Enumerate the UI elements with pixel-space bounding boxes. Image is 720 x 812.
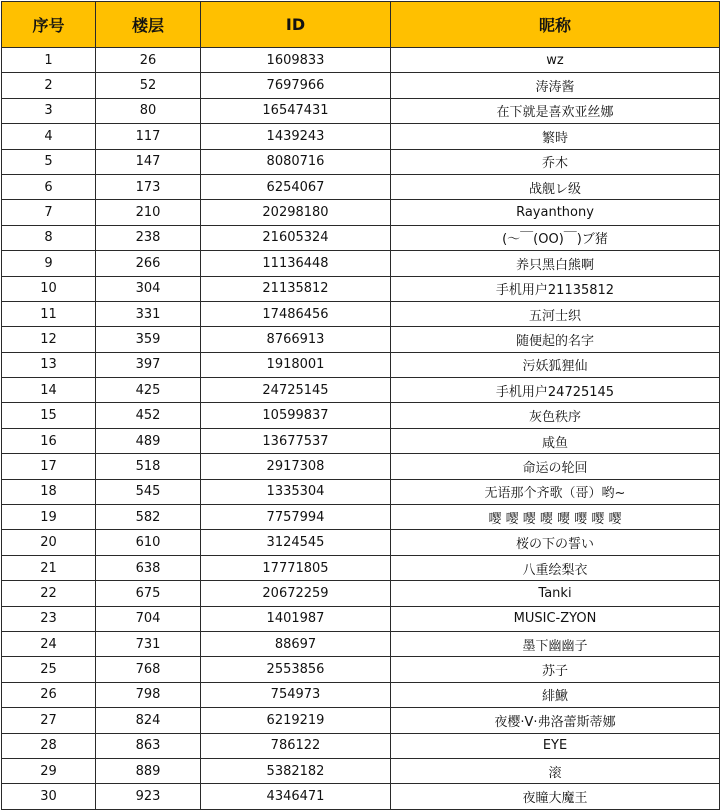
cell-nickname: 苏子 — [391, 657, 720, 682]
table-row — [2, 606, 720, 631]
cell-seq: 8 — [2, 225, 96, 250]
table-row — [2, 708, 720, 733]
cell-id: 21135812 — [201, 276, 391, 301]
cell-floor: 331 — [96, 301, 201, 326]
cell-floor: 863 — [96, 733, 201, 758]
cell-nickname: EYE — [391, 733, 720, 758]
cell-floor: 675 — [96, 581, 201, 606]
cell-floor: 238 — [96, 225, 201, 250]
cell-seq: 9 — [2, 251, 96, 276]
cell-floor: 489 — [96, 428, 201, 453]
cell-nickname: 緋鰍 — [391, 682, 720, 707]
cell-seq: 5 — [2, 149, 96, 174]
cell-seq: 10 — [2, 276, 96, 301]
table-body — [2, 48, 720, 810]
cell-nickname: 无语那个齐歌（哥）哟~ — [391, 479, 720, 504]
cell-id: 21605324 — [201, 225, 391, 250]
cell-nickname: Tanki — [391, 581, 720, 606]
table-row — [2, 73, 720, 98]
table-row — [2, 657, 720, 682]
table-row — [2, 784, 720, 809]
cell-id: 1401987 — [201, 606, 391, 631]
header-row — [2, 2, 720, 48]
cell-seq: 1 — [2, 48, 96, 73]
cell-nickname: 咸鱼 — [391, 428, 720, 453]
table-row — [2, 301, 720, 326]
cell-nickname: Rayanthony — [391, 200, 720, 225]
table-row — [2, 479, 720, 504]
cell-id: 6254067 — [201, 174, 391, 199]
cell-floor: 638 — [96, 555, 201, 580]
table-row — [2, 733, 720, 758]
table-row — [2, 352, 720, 377]
cell-floor: 923 — [96, 784, 201, 809]
cell-id: 16547431 — [201, 98, 391, 123]
table-row — [2, 327, 720, 352]
cell-floor: 545 — [96, 479, 201, 504]
cell-id: 1918001 — [201, 352, 391, 377]
table-row — [2, 149, 720, 174]
cell-seq: 7 — [2, 200, 96, 225]
cell-id: 1609833 — [201, 48, 391, 73]
cell-seq: 27 — [2, 708, 96, 733]
cell-nickname: 滚 — [391, 758, 720, 783]
cell-seq: 19 — [2, 505, 96, 530]
cell-floor: 52 — [96, 73, 201, 98]
cell-seq: 13 — [2, 352, 96, 377]
cell-floor: 26 — [96, 48, 201, 73]
cell-nickname: 五河士织 — [391, 301, 720, 326]
cell-floor: 610 — [96, 530, 201, 555]
cell-id: 17771805 — [201, 555, 391, 580]
cell-seq: 24 — [2, 631, 96, 656]
cell-nickname: 乔木 — [391, 149, 720, 174]
cell-seq: 2 — [2, 73, 96, 98]
table-row — [2, 555, 720, 580]
table-row — [2, 505, 720, 530]
cell-seq: 18 — [2, 479, 96, 504]
table-row — [2, 174, 720, 199]
table-row — [2, 124, 720, 149]
cell-nickname: 涛涛酱 — [391, 73, 720, 98]
cell-seq: 30 — [2, 784, 96, 809]
table-row — [2, 378, 720, 403]
cell-seq: 16 — [2, 428, 96, 453]
cell-id: 20672259 — [201, 581, 391, 606]
cell-seq: 28 — [2, 733, 96, 758]
cell-floor: 768 — [96, 657, 201, 682]
cell-nickname: 战舰レ级 — [391, 174, 720, 199]
table-row — [2, 200, 720, 225]
cell-id: 8080716 — [201, 149, 391, 174]
cell-floor: 731 — [96, 631, 201, 656]
table-row — [2, 581, 720, 606]
cell-nickname: 污妖狐狸仙 — [391, 352, 720, 377]
cell-nickname: 命运の轮回 — [391, 454, 720, 479]
cell-id: 1335304 — [201, 479, 391, 504]
table-row — [2, 225, 720, 250]
cell-nickname: 在下就是喜欢亚丝娜 — [391, 98, 720, 123]
cell-nickname: 嘤 嘤 嘤 嘤 嘤 嘤 嘤 嘤 — [391, 505, 720, 530]
cell-floor: 80 — [96, 98, 201, 123]
header-floor: 楼层 — [96, 2, 201, 48]
cell-floor: 397 — [96, 352, 201, 377]
table-row — [2, 276, 720, 301]
cell-floor: 359 — [96, 327, 201, 352]
cell-seq: 21 — [2, 555, 96, 580]
table-row — [2, 530, 720, 555]
cell-id: 7697966 — [201, 73, 391, 98]
table-row — [2, 631, 720, 656]
cell-floor: 452 — [96, 403, 201, 428]
cell-id: 2553856 — [201, 657, 391, 682]
cell-floor: 210 — [96, 200, 201, 225]
cell-id: 20298180 — [201, 200, 391, 225]
cell-id: 6219219 — [201, 708, 391, 733]
table-row — [2, 428, 720, 453]
cell-floor: 266 — [96, 251, 201, 276]
cell-nickname: 繁時 — [391, 124, 720, 149]
cell-floor: 304 — [96, 276, 201, 301]
table-row — [2, 454, 720, 479]
cell-floor: 889 — [96, 758, 201, 783]
cell-nickname: 随便起的名字 — [391, 327, 720, 352]
cell-seq: 23 — [2, 606, 96, 631]
table-row — [2, 98, 720, 123]
cell-nickname: 养只黑白熊啊 — [391, 251, 720, 276]
cell-id: 754973 — [201, 682, 391, 707]
cell-nickname: wz — [391, 48, 720, 73]
cell-nickname: 手机用户21135812 — [391, 276, 720, 301]
cell-id: 88697 — [201, 631, 391, 656]
cell-id: 13677537 — [201, 428, 391, 453]
table-row — [2, 682, 720, 707]
cell-id: 4346471 — [201, 784, 391, 809]
cell-id: 7757994 — [201, 505, 391, 530]
header-seq: 序号 — [2, 2, 96, 48]
cell-id: 24725145 — [201, 378, 391, 403]
cell-nickname: 灰色秩序 — [391, 403, 720, 428]
cell-seq: 14 — [2, 378, 96, 403]
cell-id: 11136448 — [201, 251, 391, 276]
cell-seq: 26 — [2, 682, 96, 707]
cell-floor: 704 — [96, 606, 201, 631]
cell-nickname: 夜樱·V·弗洛蕾斯蒂娜 — [391, 708, 720, 733]
cell-nickname: 八重绘梨衣 — [391, 555, 720, 580]
cell-seq: 6 — [2, 174, 96, 199]
cell-id: 2917308 — [201, 454, 391, 479]
table-row — [2, 251, 720, 276]
cell-floor: 173 — [96, 174, 201, 199]
cell-seq: 17 — [2, 454, 96, 479]
table-header — [2, 2, 720, 48]
cell-nickname: MUSIC-ZYON — [391, 606, 720, 631]
cell-id: 1439243 — [201, 124, 391, 149]
cell-seq: 25 — [2, 657, 96, 682]
cell-nickname: 手机用户24725145 — [391, 378, 720, 403]
cell-seq: 20 — [2, 530, 96, 555]
cell-floor: 518 — [96, 454, 201, 479]
cell-id: 17486456 — [201, 301, 391, 326]
cell-floor: 425 — [96, 378, 201, 403]
cell-id: 786122 — [201, 733, 391, 758]
cell-floor: 798 — [96, 682, 201, 707]
cell-id: 5382182 — [201, 758, 391, 783]
cell-id: 8766913 — [201, 327, 391, 352]
cell-id: 10599837 — [201, 403, 391, 428]
cell-seq: 22 — [2, 581, 96, 606]
table-row — [2, 758, 720, 783]
cell-floor: 147 — [96, 149, 201, 174]
cell-seq: 15 — [2, 403, 96, 428]
table-row — [2, 48, 720, 73]
cell-nickname: (～￣(OO)￣)ブ猪 — [391, 225, 720, 250]
cell-seq: 11 — [2, 301, 96, 326]
cell-floor: 824 — [96, 708, 201, 733]
cell-seq: 12 — [2, 327, 96, 352]
cell-nickname: 夜瞳大魔王 — [391, 784, 720, 809]
cell-nickname: 墨下幽幽子 — [391, 631, 720, 656]
cell-floor: 117 — [96, 124, 201, 149]
cell-seq: 3 — [2, 98, 96, 123]
table-row — [2, 403, 720, 428]
cell-seq: 29 — [2, 758, 96, 783]
cell-floor: 582 — [96, 505, 201, 530]
header-nickname: 昵称 — [391, 2, 720, 48]
cell-nickname: 桜の下の誓い — [391, 530, 720, 555]
cell-id: 3124545 — [201, 530, 391, 555]
header-id: ID — [201, 2, 391, 48]
cell-seq: 4 — [2, 124, 96, 149]
winners-table — [1, 1, 720, 810]
